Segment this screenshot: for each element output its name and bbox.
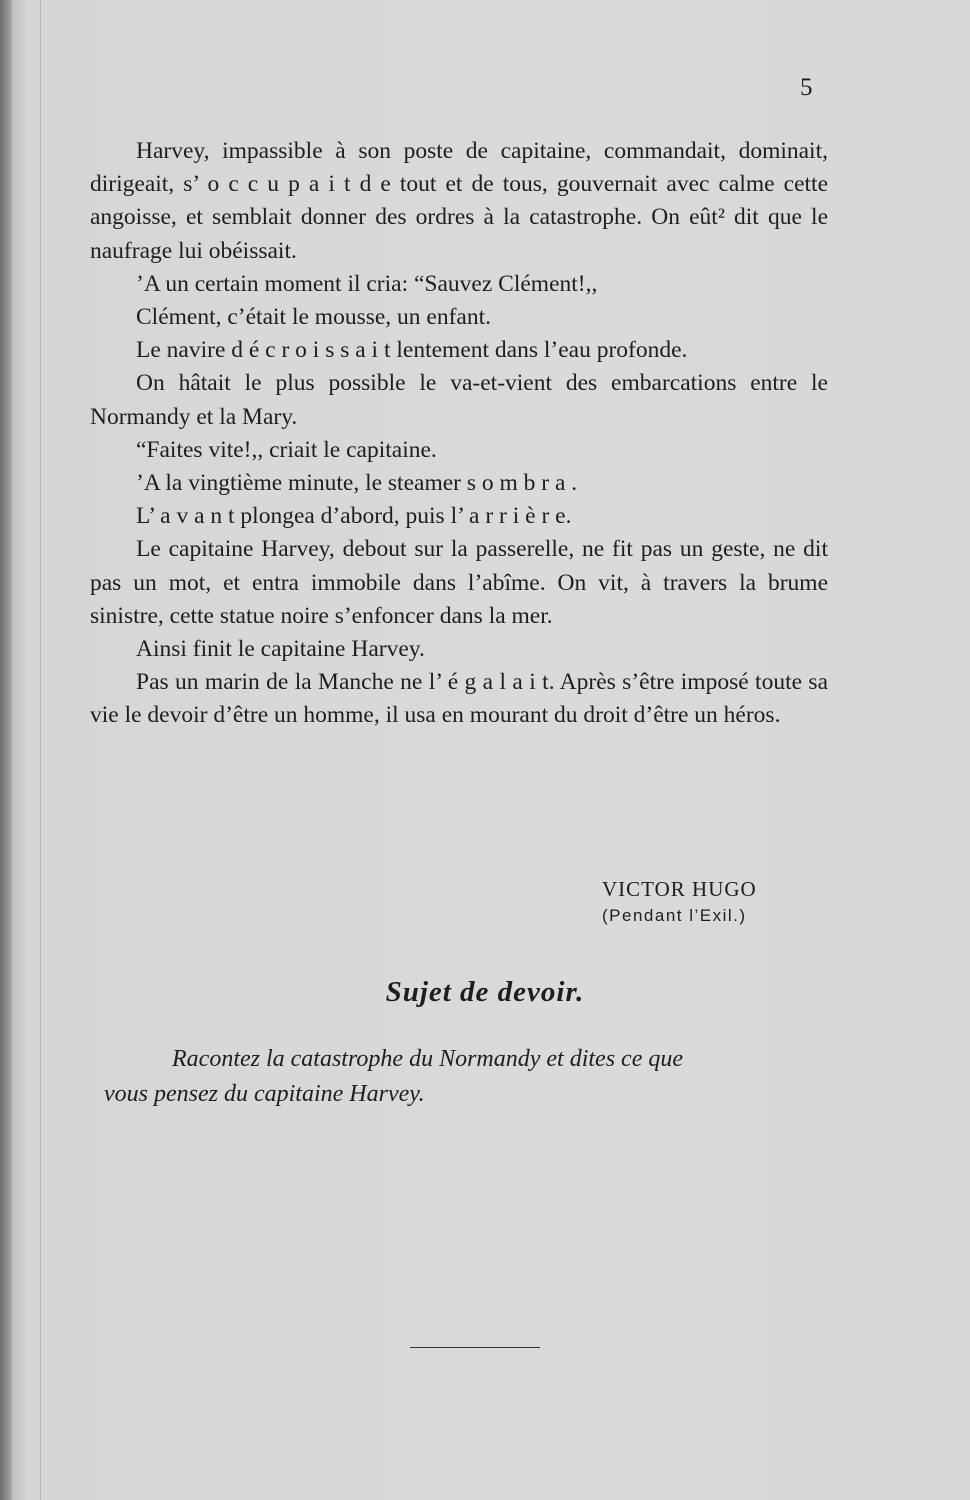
paragraph: On hâtait le plus possible le va-et-vient des embarcations entre le Normandy et la Mary. xyxy=(90,370,828,430)
paragraph: “Faites vite!,, criait le capitaine. xyxy=(136,436,437,463)
assignment-text xyxy=(104,1042,834,1112)
assignment-line: vous pensez du capitaine Harvey. xyxy=(104,1081,425,1107)
paragraph: ’A un certain moment il cria: “Sauvez Clément!,, xyxy=(136,270,598,297)
paragraph: ’A la vingtième minute, le steamer s o m b r a . xyxy=(136,470,578,497)
paragraph: Pas un marin de la Manche ne l’ é g a l a i t. Après s’être imposé toute sa vie le devoir d’être un homme, il usa en mourant du droit d’être un héros. xyxy=(90,669,828,729)
assignment-heading: Sujet de devoir. xyxy=(385,976,585,1008)
paragraph: L’ a v a n t plongea d’abord, puis l’ a r r i è r e. xyxy=(136,503,572,530)
divider-rule xyxy=(410,1347,540,1348)
paragraph: Ainsi finit le capitaine Harvey. xyxy=(136,636,425,663)
page-margin-line xyxy=(40,0,41,1500)
paragraph: Le capitaine Harvey, debout sur la passerelle, ne fit pas un geste, ne dit pas un mot, et entra immobile dans l’abîme. On vit, à travers la brume sinistre, cette statue noire s’enfoncer dans la mer. xyxy=(90,536,828,629)
paragraph: Clément, c’était le mousse, un enfant. xyxy=(136,304,492,331)
source-note: (Pendant l’Exil.) xyxy=(602,906,747,925)
author-name: VICTOR HUGO xyxy=(602,877,757,901)
assignment-line: Racontez la catastrophe du Normandy et dites ce que xyxy=(172,1046,684,1072)
story-text xyxy=(90,135,828,733)
attribution xyxy=(602,876,842,930)
page-number: 5 xyxy=(800,74,813,101)
paragraph: Le navire d é c r o i s s a i t lentement dans l’eau profonde. xyxy=(136,337,688,364)
paragraph: Harvey, impassible à son poste de capitaine, commandait, dominait, dirigeait, s’ o c c u p a i t d e tout et de tous, gouvernait avec calme cette angoisse, et semblait donner des ordres à la catastrophe. On eût² dit que le naufrage lui obéissait. xyxy=(90,138,828,264)
book-spine-shadow xyxy=(0,0,12,1500)
